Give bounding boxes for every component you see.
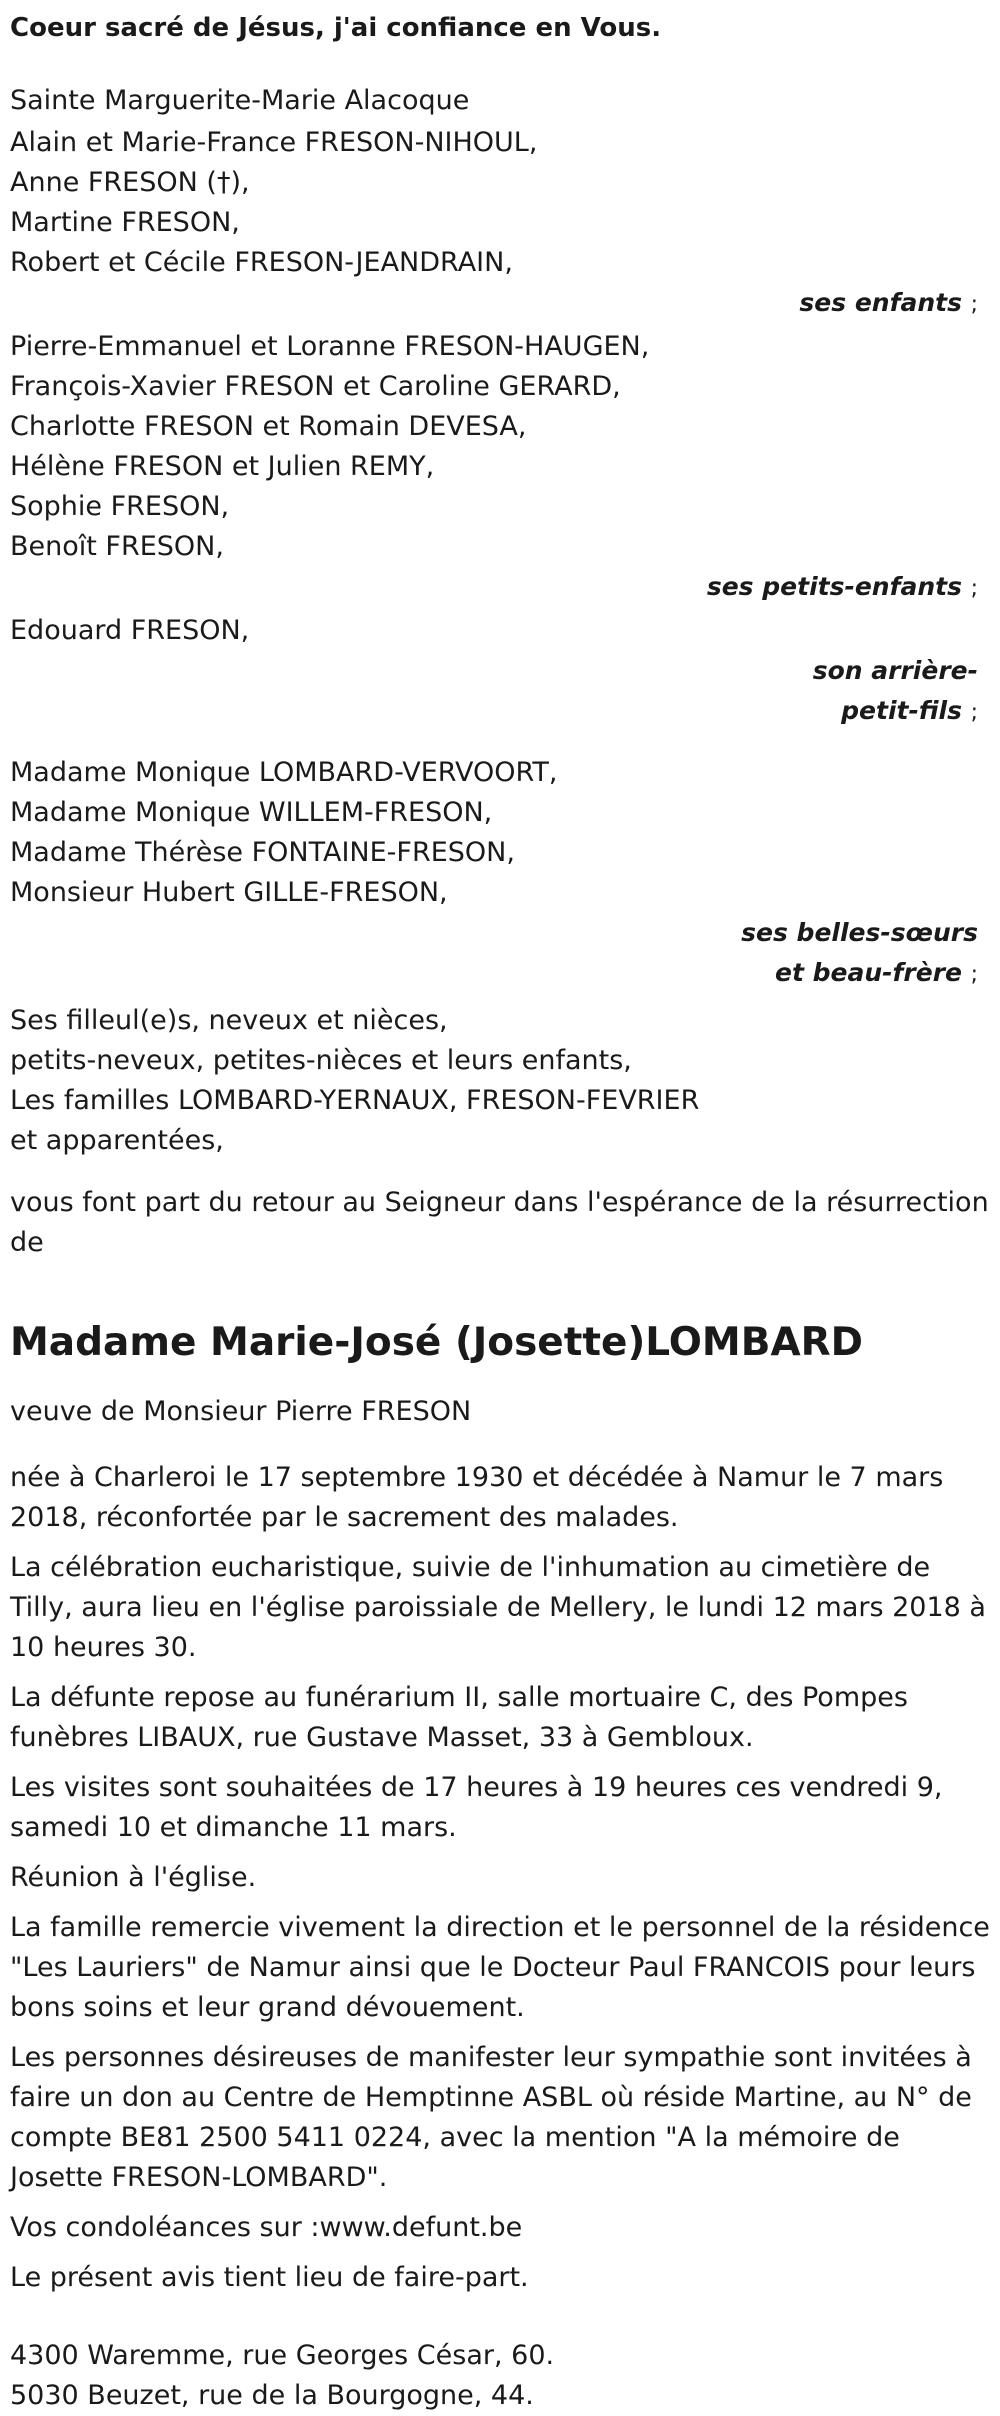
family-name-line: Pierre-Emmanuel et Loranne FRESON-HAUGEN, [10, 331, 650, 362]
family-name-line: Sophie FRESON, [10, 491, 230, 522]
family-name-line: Madame Thérèse FONTAINE-FRESON, [10, 837, 515, 868]
family-name-line: François-Xavier FRESON et Caroline GERARD, [10, 371, 621, 402]
announcement [10, 1183, 990, 1263]
detail-paragraph: Les personnes désireuses de manifester leur sympathie sont invitées à faire un don au Centre de Hemptinne ASBL où réside Martine, au N° de compte BE81 2500 5411 0224, avec la mention "A la mémoire de Josette FRESON-LOMBARD". [10, 2042, 972, 2193]
role-label: ses petits-enfants ; [706, 572, 978, 601]
family-name-line: Robert et Cécile FRESON-JEANDRAIN, [10, 247, 513, 278]
detail-paragraph: Vos condoléances sur :www.defunt.be [10, 2212, 523, 2243]
family-name-line: Charlotte FRESON et Romain DEVESA, [10, 411, 527, 442]
details [10, 1458, 990, 2298]
detail-paragraph: La célébration eucharistique, suivie de l'inhumation au cimetière de Tilly, aura lieu en l'église paroissiale de Mellery, le lundi 12 mars 2018 à 10 heures 30. [10, 1552, 986, 1663]
detail-paragraph: Le présent avis tient lieu de faire-part. [10, 2262, 529, 2293]
family-name-line: Madame Monique WILLEM-FRESON, [10, 797, 493, 828]
family-name-line: Benoît FRESON, [10, 531, 224, 562]
detail-paragraph: née à Charleroi le 17 septembre 1930 et décédée à Namur le 7 mars 2018, réconfortée par le sacrement des malades. [10, 1462, 944, 1533]
family-name-line: Martine FRESON, [10, 207, 240, 238]
header-prayer: Coeur sacré de Jésus, j'ai confiance en Vous. [10, 13, 662, 43]
detail-paragraph: Les visites sont souhaitées de 17 heures à 19 heures ces vendredi 9, samedi 10 et dimanche 11 mars. [10, 1772, 943, 1843]
extended-family-line: Ses filleul(e)s, neveux et nièces, [10, 1005, 448, 1036]
children-group [10, 123, 990, 325]
role-label: ses belles-sœurs [741, 918, 978, 947]
family-name-line: Anne FRESON (†), [10, 167, 250, 198]
role-label: son arrière- [812, 656, 978, 685]
family-name-line: Edouard FRESON, [10, 615, 250, 646]
detail-paragraph: La famille remercie vivement la direction et le personnel de la résidence "Les Lauriers" de Namur ainsi que le Docteur Paul FRANCOIS pour leurs bons soins et leur grand dévouement. [10, 1912, 990, 2023]
announcement-line: de [10, 1227, 44, 1258]
family-name-line: Alain et Marie-France FRESON-NIHOUL, [10, 127, 538, 158]
addresses [10, 2336, 990, 2416]
address-line: 4300 Waremme, rue Georges César, 60. [10, 2340, 555, 2371]
family-name-line: Monsieur Hubert GILLE-FRESON, [10, 877, 448, 908]
intro-line: Sainte Marguerite-Marie Alacoque [10, 85, 470, 116]
extended-family-line: et apparentées, [10, 1125, 224, 1156]
widow-of: veuve de Monsieur Pierre FRESON [10, 1396, 472, 1427]
extended-family [10, 1001, 990, 1161]
in-laws-group [10, 753, 990, 995]
detail-paragraph: Réunion à l'église. [10, 1862, 257, 1893]
announcement-line: vous font part du retour au Seigneur dans l'espérance de la résurrection [10, 1187, 989, 1218]
grandchildren-group [10, 327, 990, 609]
detail-paragraph: La défunte repose au funérarium II, salle mortuaire C, des Pompes funèbres LIBAUX, rue Gustave Masset, 33 à Gembloux. [10, 1682, 908, 1753]
role-label: petit-fils ; [841, 696, 978, 725]
obituary-page [0, 8, 1000, 2411]
role-label: et beau-frère ; [775, 958, 978, 987]
deceased-name: Madame Marie-José (Josette)LOMBARD [10, 1320, 864, 1365]
address-line: 5030 Beuzet, rue de la Bourgogne, 44. [10, 2380, 534, 2411]
family-name-line: Madame Monique LOMBARD-VERVOORT, [10, 757, 558, 788]
extended-family-line: petits-neveux, petites-nièces et leurs enfants, [10, 1045, 632, 1076]
extended-family-line: Les familles LOMBARD-YERNAUX, FRESON-FEVRIER [10, 1085, 700, 1116]
role-label: ses enfants ; [799, 288, 978, 317]
family-name-line: Hélène FRESON et Julien REMY, [10, 451, 435, 482]
great-grandson-group [10, 611, 990, 733]
